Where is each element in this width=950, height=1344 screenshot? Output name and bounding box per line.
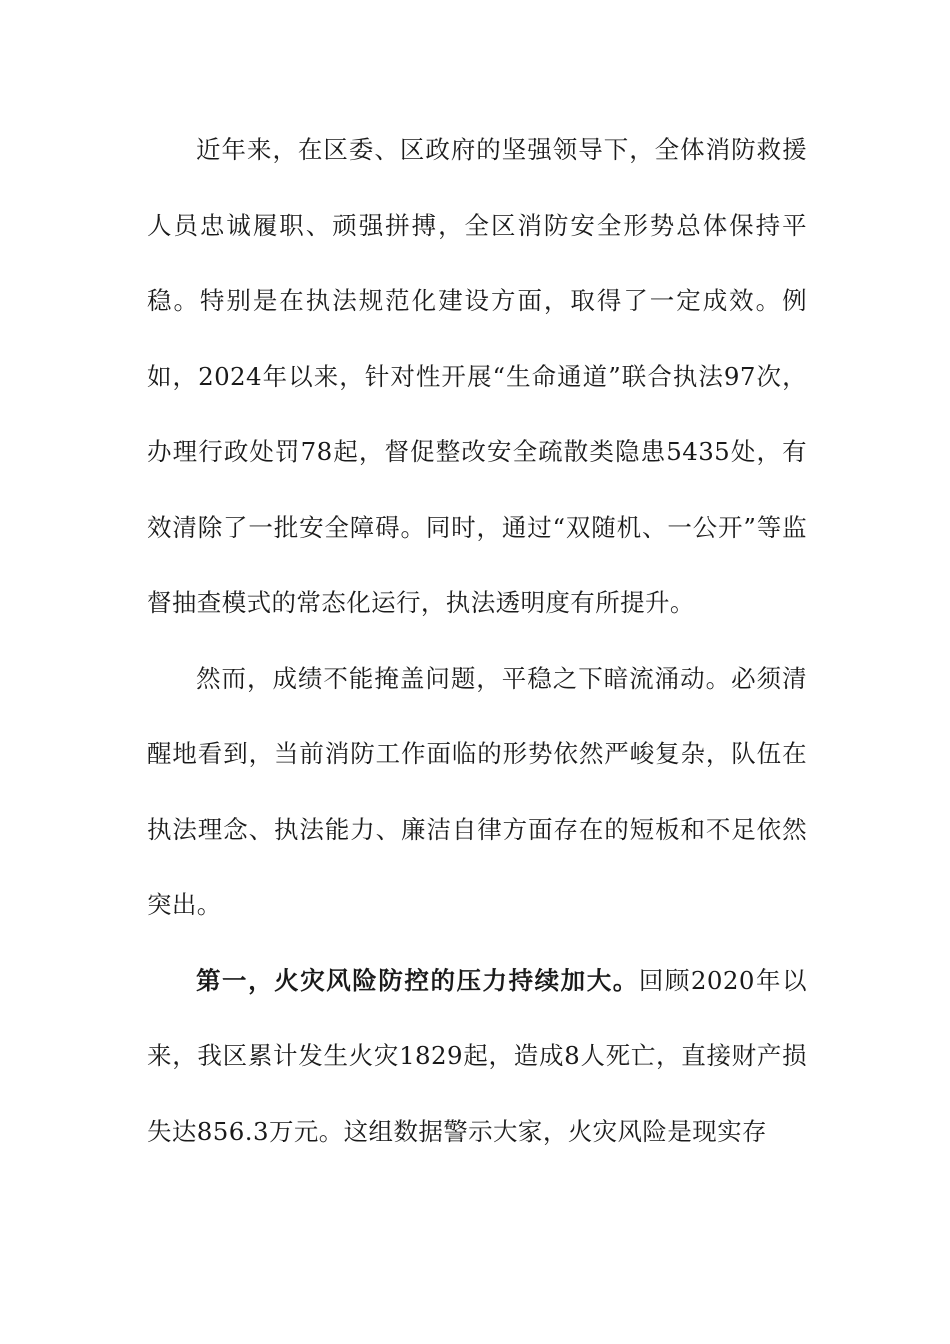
paragraph-text: 近年来，在区委、区政府的坚强领导下，全体消防救援人员忠诚履职、顽强拼搏，全区消防安全形势总体保持平稳。特别是在执法规范化建设方面，取得了一定成效。例如，2024年以来，针对性开展“生命通道”联合执法97次，办理行政处罚78起，督促整改安全疏散类隐患5435处，有效清除了一批安全障碍。同时，通过“双随机、一公开”等监督抽查模式的常态化运行，执法透明度有所提升。 (147, 135, 807, 617)
paragraph-fire-risk (147, 943, 807, 1170)
paragraph-achievements (147, 112, 807, 641)
paragraph-problems (147, 641, 807, 943)
document-body (147, 112, 807, 1169)
paragraph-lead-heading: 第一，火灾风险防控的压力持续加大。 (196, 965, 639, 995)
paragraph-text: 回顾2020年以来，我区累计发生火灾1829起，造成8人死亡，直接财产损失达856.3万元。这组数据警示大家，火灾风险是现实存 (147, 965, 807, 1146)
paragraph-text: 然而，成绩不能掩盖问题，平稳之下暗流涌动。必须清醒地看到，当前消防工作面临的形势依然严峻复杂，队伍在执法理念、执法能力、廉洁自律方面存在的短板和不足依然突出。 (147, 663, 807, 919)
